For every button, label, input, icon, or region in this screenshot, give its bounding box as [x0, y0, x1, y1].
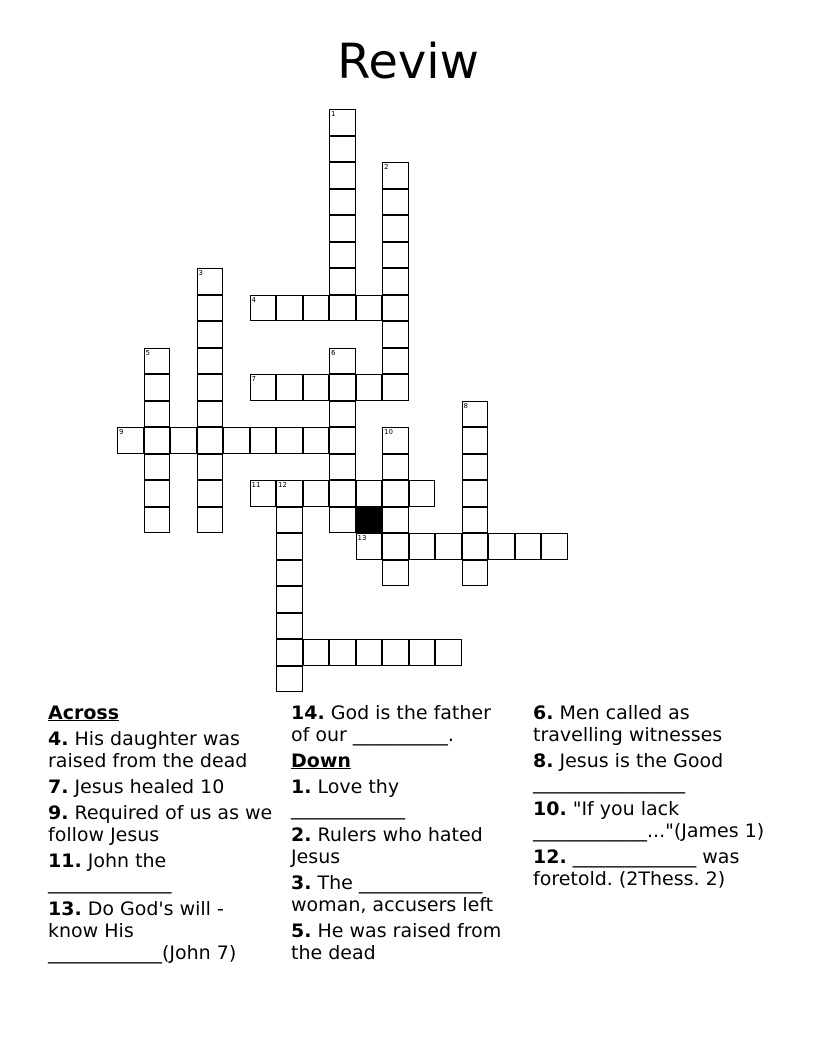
down-clue-8: 8. Jesus is the Good ________________ — [533, 750, 724, 794]
grid-cell[interactable] — [409, 533, 436, 560]
grid-cell[interactable] — [197, 401, 224, 428]
page-title: Reviw — [337, 34, 479, 90]
clue-column-1 — [48, 702, 273, 968]
grid-cell[interactable] — [462, 560, 489, 587]
grid-cell[interactable] — [356, 374, 383, 401]
grid-cell[interactable] — [276, 586, 303, 613]
grid-cell[interactable] — [197, 427, 224, 454]
down-clue-2: 2. Rulers who hated Jesus — [291, 824, 483, 868]
grid-cell[interactable] — [462, 480, 489, 507]
grid-cell[interactable] — [462, 401, 489, 428]
grid-cell[interactable] — [197, 480, 224, 507]
across-clue-11: 11. John the _____________ — [48, 850, 172, 894]
grid-cell[interactable] — [356, 295, 383, 322]
grid-cell[interactable] — [382, 268, 409, 295]
grid-cell[interactable] — [303, 374, 330, 401]
grid-cell[interactable] — [276, 639, 303, 666]
grid-cell[interactable] — [382, 427, 409, 454]
clue-number: 10 — [384, 428, 393, 436]
grid-cell[interactable] — [488, 533, 515, 560]
grid-cell[interactable] — [276, 533, 303, 560]
grid-cell[interactable] — [356, 480, 383, 507]
grid-cell[interactable] — [197, 321, 224, 348]
across-heading: Across — [48, 702, 120, 724]
grid-cell[interactable] — [462, 507, 489, 534]
grid-cell[interactable] — [329, 215, 356, 242]
grid-cell[interactable] — [382, 454, 409, 481]
grid-cell[interactable] — [144, 374, 171, 401]
grid-cell[interactable] — [250, 295, 277, 322]
grid-cell[interactable] — [409, 639, 436, 666]
clue-column-3 — [533, 702, 769, 894]
grid-cell[interactable] — [329, 454, 356, 481]
clue-number: 9 — [119, 428, 124, 436]
grid-cell[interactable] — [382, 295, 409, 322]
across-clue-9: 9. Required of us as we follow Jesus — [48, 802, 273, 846]
grid-cell[interactable] — [329, 189, 356, 216]
grid-cell[interactable] — [303, 427, 330, 454]
grid-cell[interactable] — [382, 321, 409, 348]
grid-cell[interactable] — [382, 162, 409, 189]
grid-cell[interactable] — [276, 427, 303, 454]
grid-cell[interactable] — [250, 374, 277, 401]
grid-cell[interactable] — [329, 507, 356, 534]
grid-cell[interactable] — [329, 348, 356, 375]
across-clue-7: 7. Jesus healed 10 — [48, 776, 225, 798]
grid-cell[interactable] — [462, 454, 489, 481]
grid-cell[interactable] — [197, 295, 224, 322]
grid-cell[interactable] — [276, 507, 303, 534]
grid-cell[interactable] — [303, 639, 330, 666]
grid-cell[interactable] — [144, 427, 171, 454]
grid-cell[interactable] — [144, 348, 171, 375]
grid-cell[interactable] — [250, 427, 277, 454]
grid-cell[interactable] — [223, 427, 250, 454]
across-clue-4: 4. His daughter was raised from the dead — [48, 728, 248, 772]
across-clue-13: 13. Do God's will - know His ____________(John 7) — [48, 898, 237, 964]
down-clue-1: 1. Love thy ____________ — [291, 776, 405, 820]
grid-cell[interactable] — [197, 348, 224, 375]
grid-cell[interactable] — [382, 480, 409, 507]
grid-cell[interactable] — [303, 295, 330, 322]
grid-cell[interactable] — [382, 215, 409, 242]
down-clue-10: 10. "If you lack ____________..."(James 1) — [533, 798, 765, 842]
grid-cell[interactable] — [329, 401, 356, 428]
grid-cell[interactable] — [197, 268, 224, 295]
down-clue-5: 5. He was raised from the dead — [291, 920, 502, 964]
grid-cell[interactable] — [197, 374, 224, 401]
grid-cell[interactable] — [276, 613, 303, 640]
grid-cell[interactable] — [435, 533, 462, 560]
clue-number: 2 — [384, 163, 389, 171]
grid-cell[interactable] — [197, 454, 224, 481]
grid-cell[interactable] — [541, 533, 568, 560]
grid-cell[interactable] — [382, 374, 409, 401]
grid-cell[interactable] — [435, 639, 462, 666]
down-heading: Down — [291, 750, 351, 772]
grid-cell[interactable] — [303, 480, 330, 507]
grid-cell[interactable] — [144, 507, 171, 534]
clue-column-2 — [291, 702, 509, 968]
grid-cell[interactable] — [276, 480, 303, 507]
clue-number: 13 — [357, 534, 367, 542]
across-clue-14: 14. God is the father of our __________. — [291, 702, 491, 746]
grid-cell[interactable] — [329, 136, 356, 163]
blocked-cell — [356, 507, 383, 534]
grid-cell[interactable] — [329, 639, 356, 666]
down-clue-3: 3. The _____________ woman, accusers left — [291, 872, 494, 916]
grid-cell[interactable] — [329, 295, 356, 322]
clue-number: 12 — [278, 481, 287, 489]
grid-cell[interactable] — [170, 427, 197, 454]
grid-cell[interactable] — [382, 189, 409, 216]
grid-cell[interactable] — [276, 374, 303, 401]
grid-cell[interactable] — [462, 533, 489, 560]
grid-cell[interactable] — [382, 639, 409, 666]
grid-cell[interactable] — [382, 507, 409, 534]
down-clue-12: 12. _____________ was foretold. (2Thess. 2) — [533, 846, 740, 890]
grid-cell[interactable] — [515, 533, 542, 560]
clue-number: 4 — [251, 295, 256, 304]
clue-number: 11 — [251, 481, 261, 489]
grid-cell[interactable] — [329, 109, 356, 136]
down-clue-6: 6. Men called as travelling witnesses — [533, 702, 723, 746]
grid-cell[interactable] — [117, 427, 144, 454]
grid-cell[interactable] — [276, 295, 303, 322]
grid-cell[interactable] — [382, 348, 409, 375]
grid-cell[interactable] — [329, 242, 356, 269]
clue-number: 5 — [145, 348, 150, 357]
clue-number: 1 — [331, 110, 336, 118]
grid-cell[interactable] — [382, 533, 409, 560]
grid-cell[interactable] — [144, 480, 171, 507]
clue-number: 7 — [251, 375, 256, 383]
grid-cell[interactable] — [329, 427, 356, 454]
grid-cell[interactable] — [356, 533, 383, 560]
grid-cell[interactable] — [329, 480, 356, 507]
grid-cell[interactable] — [356, 639, 383, 666]
clue-number: 8 — [463, 401, 468, 410]
grid-cell[interactable] — [144, 401, 171, 428]
clue-number: 6 — [331, 348, 336, 357]
clue-number: 3 — [198, 269, 203, 277]
grid-cell[interactable] — [276, 666, 303, 693]
grid-cell[interactable] — [382, 242, 409, 269]
grid-cell[interactable] — [462, 427, 489, 454]
grid-cell[interactable] — [382, 560, 409, 587]
grid-cell[interactable] — [276, 560, 303, 587]
grid-cell[interactable] — [250, 480, 277, 507]
grid-cell[interactable] — [409, 480, 436, 507]
grid-cell[interactable] — [144, 454, 171, 481]
grid-cell[interactable] — [197, 507, 224, 534]
grid-cell[interactable] — [329, 268, 356, 295]
grid-cell[interactable] — [329, 374, 356, 401]
grid-cell[interactable] — [329, 162, 356, 189]
